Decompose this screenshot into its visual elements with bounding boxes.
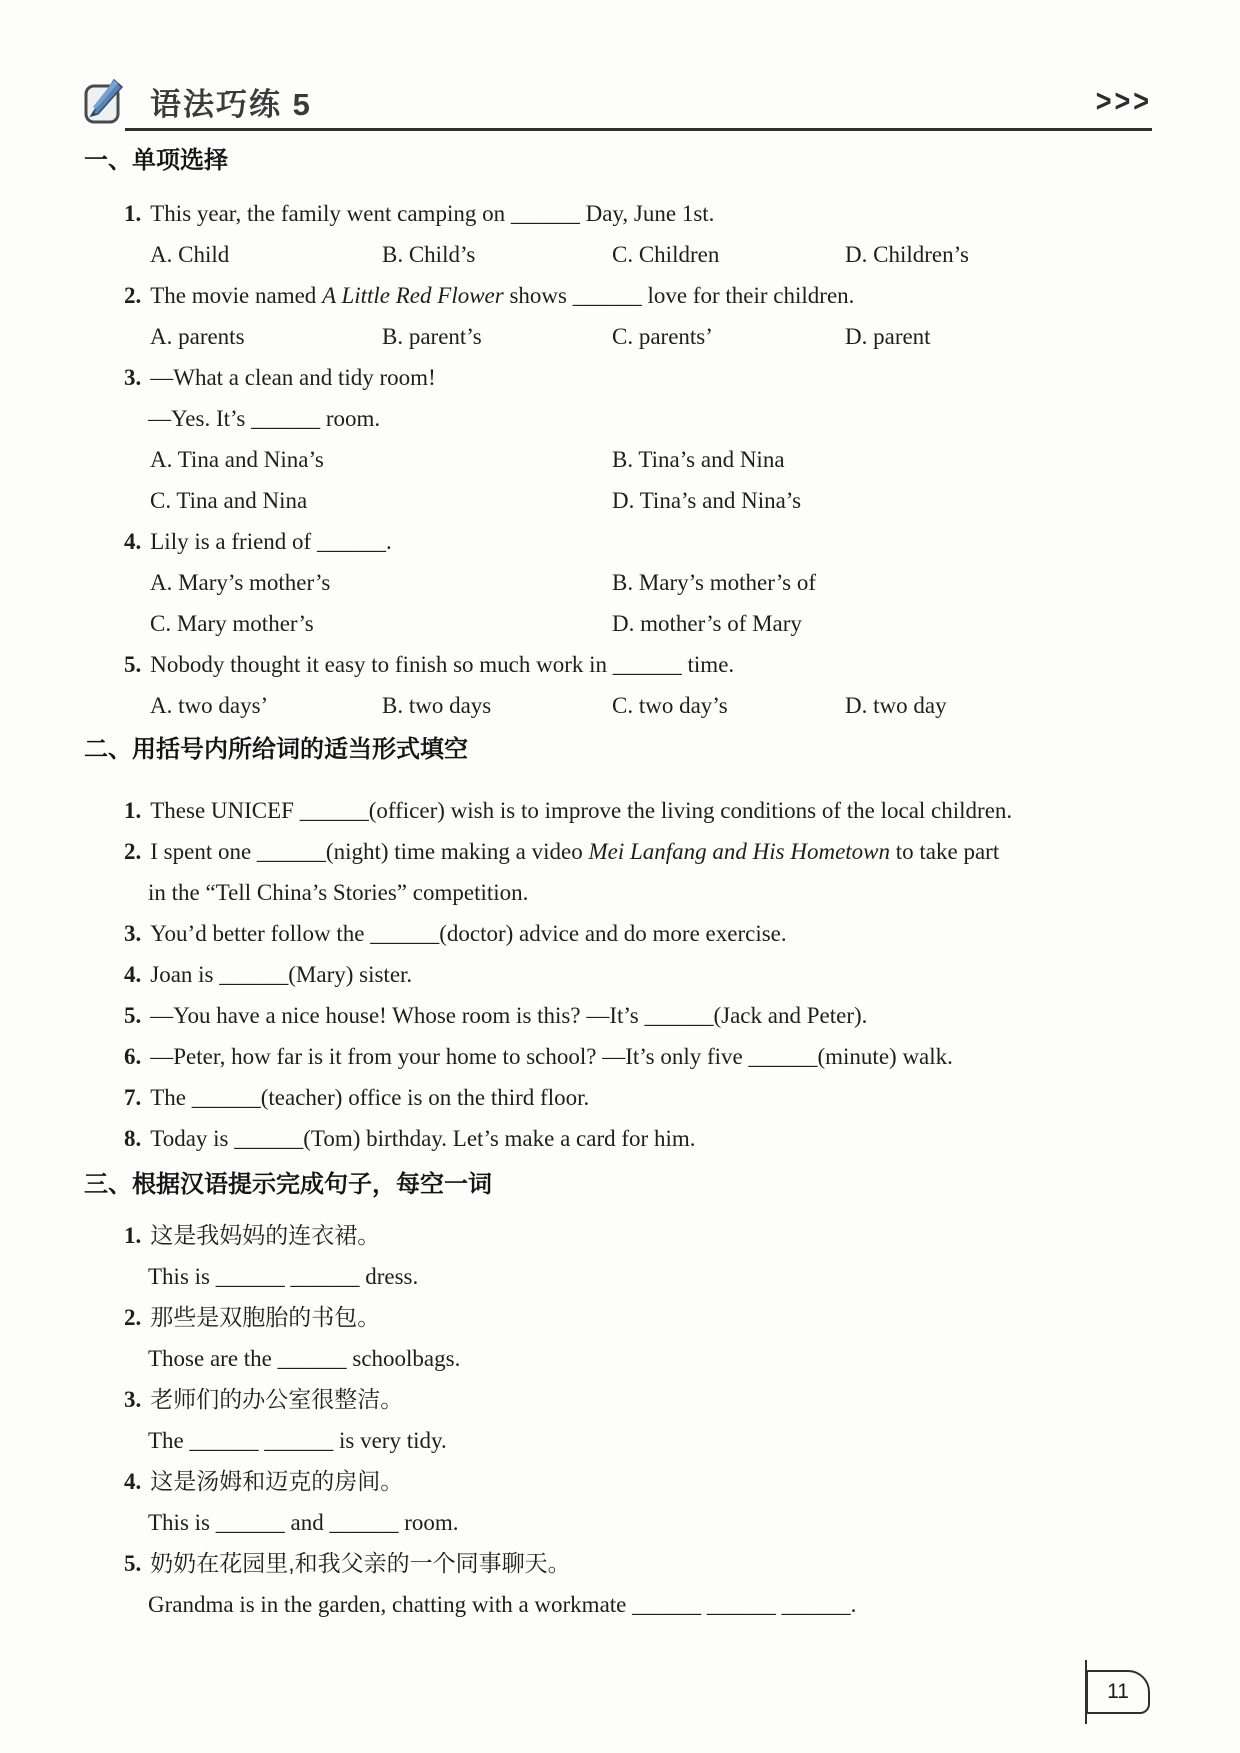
item-text: —Peter, how far is it from your home to school? —It’s only five ______(minute) walk.: [150, 1044, 953, 1069]
option: D. mother’s of Mary: [612, 611, 802, 636]
option: C. Children: [612, 242, 720, 267]
fill-in-item: [0, 1036, 1240, 1077]
question: [0, 357, 1240, 398]
question-number: 3.: [124, 365, 142, 390]
option: D. Tina’s and Nina’s: [612, 488, 802, 513]
options-row: [0, 685, 1240, 726]
question-text: Nobody thought it easy to finish so much work in ______ time.: [150, 652, 735, 677]
item-text: Today is ______(Tom) birthday. Let’s make a card for him.: [150, 1126, 696, 1151]
option: B. parent’s: [382, 324, 482, 349]
question: [0, 644, 1240, 685]
chinese-prompt: 这是汤姆和迈克的房间。: [150, 1468, 404, 1494]
option: C. Mary mother’s: [150, 611, 314, 636]
option: A. parents: [150, 324, 245, 349]
item-number: 5.: [124, 1003, 142, 1028]
question-continuation: [0, 398, 1240, 439]
english-sentence: Those are the ______ schoolbags.: [148, 1346, 461, 1371]
header-rule: [125, 128, 1152, 131]
page-number: 11: [1086, 1670, 1150, 1714]
item-number: 4.: [124, 962, 142, 987]
translation-item-chinese: [0, 1297, 1240, 1338]
english-sentence: The ______ ______ is very tidy.: [148, 1428, 447, 1453]
question: [0, 521, 1240, 562]
english-sentence: This is ______ and ______ room.: [148, 1510, 459, 1535]
english-sentence: This is ______ ______ dress.: [148, 1264, 419, 1289]
chinese-prompt: 老师们的办公室很整洁。: [150, 1386, 404, 1412]
item-number: 3.: [124, 921, 142, 946]
option: B. two days: [382, 693, 492, 718]
question-text: Lily is a friend of ______.: [150, 529, 392, 554]
options-row: [0, 316, 1240, 357]
question-text: The movie named: [150, 283, 323, 308]
option: A. Child: [150, 242, 230, 267]
question-number: 5.: [124, 652, 142, 677]
question-number: 2.: [124, 283, 142, 308]
item-number: 5.: [124, 1551, 142, 1576]
option: C. parents’: [612, 324, 713, 349]
option: B. Tina’s and Nina: [612, 447, 785, 472]
item-number: 1.: [124, 798, 142, 823]
item-text: —You have a nice house! Whose room is this? —It’s ______(Jack and Peter).: [150, 1003, 868, 1028]
question-text: shows ______ love for their children.: [503, 283, 855, 308]
option: A. two days’: [150, 693, 269, 718]
page-number-tab: [1086, 1670, 1150, 1714]
fill-in-item: [0, 954, 1240, 995]
question-number: 1.: [124, 201, 142, 226]
chinese-prompt: 那些是双胞胎的书包。: [150, 1304, 381, 1330]
chinese-prompt: 奶奶在花园里,和我父亲的一个同事聊天。: [150, 1550, 571, 1576]
movie-title-italic: A Little Red Flower: [322, 283, 504, 308]
section2-heading: 二、用括号内所给词的适当形式填空: [84, 736, 468, 763]
translation-item-chinese: [0, 1543, 1240, 1584]
fill-in-item: [0, 831, 1240, 872]
fill-in-item: [0, 790, 1240, 831]
option: A. Mary’s mother’s: [150, 570, 331, 595]
translation-item-chinese: [0, 1379, 1240, 1420]
option: D. two day: [845, 693, 947, 718]
fill-in-item: [0, 913, 1240, 954]
page-header: [0, 0, 1240, 131]
translation-item-chinese: [0, 1461, 1240, 1502]
fill-in-item: [0, 1077, 1240, 1118]
item-number: 1.: [124, 1223, 142, 1248]
item-number: 6.: [124, 1044, 142, 1069]
options-row: [0, 439, 1240, 480]
translation-item-english: [0, 1338, 1240, 1379]
fill-in-item: [0, 995, 1240, 1036]
options-row: [0, 603, 1240, 644]
item-number: 2.: [124, 1305, 142, 1330]
section3-items: [0, 1215, 1240, 1625]
fill-in-item: [0, 1118, 1240, 1159]
option: B. Child’s: [382, 242, 476, 267]
item-number: 4.: [124, 1469, 142, 1494]
page-title: 语法巧练 5: [150, 86, 312, 122]
item-text: You’d better follow the ______(doctor) advice and do more exercise.: [150, 921, 787, 946]
chinese-prompt: 这是我妈妈的连衣裙。: [150, 1222, 381, 1248]
option: C. two day’s: [612, 693, 728, 718]
options-row: [0, 480, 1240, 521]
option: A. Tina and Nina’s: [150, 447, 324, 472]
section1-questions: [0, 193, 1240, 726]
option: D. parent: [845, 324, 931, 349]
translation-item-english: [0, 1256, 1240, 1297]
translation-item-english: [0, 1420, 1240, 1461]
video-title-italic: Mei Lanfang and His Hometown: [588, 839, 891, 864]
worksheet-content: [0, 145, 1240, 1625]
section3-heading: 三、根据汉语提示完成句子，每空一词: [84, 1171, 492, 1198]
question: [0, 275, 1240, 316]
item-number: 7.: [124, 1085, 142, 1110]
options-row: [0, 234, 1240, 275]
option: B. Mary’s mother’s of: [612, 570, 817, 595]
item-number: 3.: [124, 1387, 142, 1412]
section2-items: [0, 790, 1240, 1159]
chevrons-decoration: >>>: [1095, 83, 1152, 118]
item-text: These UNICEF ______(officer) wish is to improve the living conditions of the local children.: [150, 798, 1013, 823]
question-text: This year, the family went camping on ______ Day, June 1st.: [150, 201, 715, 226]
item-text: in the “Tell China’s Stories” competition.: [148, 880, 529, 905]
translation-item-chinese: [0, 1215, 1240, 1256]
item-number: 8.: [124, 1126, 142, 1151]
question-text: —Yes. It’s ______ room.: [148, 406, 381, 431]
question-number: 4.: [124, 529, 142, 554]
item-number: 2.: [124, 839, 142, 864]
option: C. Tina and Nina: [150, 488, 308, 513]
item-text: to take part: [890, 839, 1000, 864]
translation-item-english: [0, 1502, 1240, 1543]
question: [0, 193, 1240, 234]
english-sentence: Grandma is in the garden, chatting with a workmate ______ ______ ______.: [148, 1592, 857, 1617]
item-text: The ______(teacher) office is on the third floor.: [150, 1085, 590, 1110]
question-text: —What a clean and tidy room!: [150, 365, 436, 390]
section1-heading: 一、单项选择: [84, 147, 228, 174]
notepad-pencil-icon: [84, 78, 126, 124]
translation-item-english: [0, 1584, 1240, 1625]
item-text: Joan is ______(Mary) sister.: [150, 962, 413, 987]
fill-in-item-continuation: [0, 872, 1240, 913]
option: D. Children’s: [845, 242, 969, 267]
options-row: [0, 562, 1240, 603]
item-text: I spent one ______(night) time making a video: [150, 839, 589, 864]
